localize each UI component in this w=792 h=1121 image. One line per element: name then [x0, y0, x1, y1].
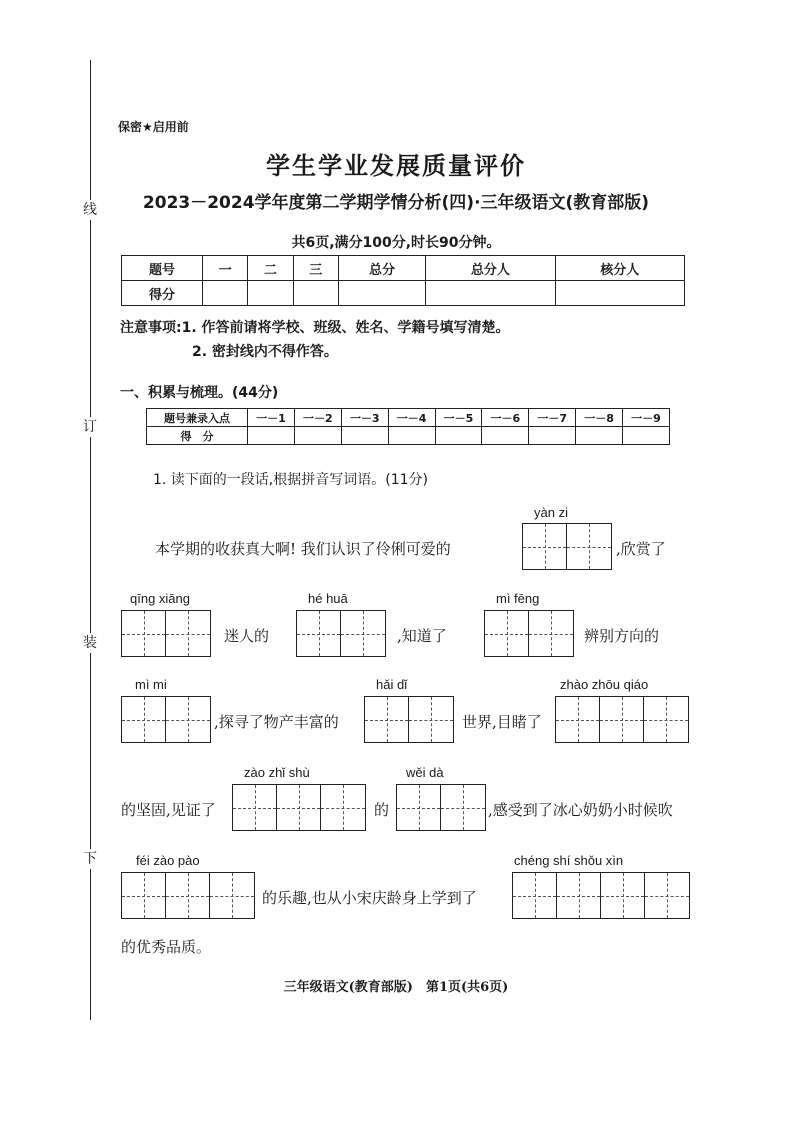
- question-score-cell[interactable]: [529, 427, 576, 445]
- char-grid-weida[interactable]: [396, 784, 486, 831]
- question-score-cell[interactable]: [294, 427, 341, 445]
- passage-text: 辨别方向的: [584, 627, 660, 645]
- binding-label-xia: 下: [80, 849, 100, 869]
- score-header-cell: 题号: [122, 256, 203, 281]
- pinyin-zaozhishu: zào zhǐ shù: [244, 765, 310, 780]
- char-grid-yanzi[interactable]: [522, 523, 612, 570]
- score-header-cell: 二: [248, 256, 293, 281]
- question-score-table: [146, 408, 670, 445]
- passage-text: 本学期的收获真大啊! 我们认识了伶俐可爱的: [155, 540, 451, 558]
- question-header-cell: 题号兼录入点: [147, 409, 248, 427]
- score-header-cell: 核分人: [555, 256, 684, 281]
- passage-text: ,知道了: [397, 627, 447, 645]
- page-footer: 三年级语文(教育部版) 第1页(共6页): [283, 980, 509, 995]
- question-table-score-row: [147, 427, 670, 445]
- char-grid-mimi[interactable]: [121, 696, 211, 743]
- passage-text: 的优秀品质。: [121, 938, 212, 956]
- question-header-cell: 一－5: [435, 409, 482, 427]
- pinyin-zhaozhouqiao: zhào zhōu qiáo: [560, 677, 649, 692]
- passage-text: ,感受到了冰心奶奶小时候吹: [488, 801, 673, 819]
- binding-label-ding: 订: [80, 417, 100, 437]
- score-input-cell[interactable]: [555, 281, 684, 306]
- pinyin-yanzi: yàn zi: [534, 505, 568, 520]
- exam-info: 共6页,满分100分,时长90分钟。: [291, 235, 501, 251]
- question-header-cell: 一－6: [482, 409, 529, 427]
- char-grid-hehua[interactable]: [296, 610, 386, 657]
- score-header-cell: 三: [293, 256, 338, 281]
- question-score-cell[interactable]: [341, 427, 388, 445]
- char-grid-chengshishouxin[interactable]: [512, 872, 690, 919]
- question-table-header-row: [147, 409, 670, 427]
- section-1-heading: 一、积累与梳理。(44分): [120, 385, 279, 401]
- score-header-cell: 一: [203, 256, 248, 281]
- score-input-cell[interactable]: [248, 281, 293, 306]
- question-header-cell: 一－8: [576, 409, 623, 427]
- pinyin-hehua: hé huā: [308, 591, 348, 606]
- pinyin-feizaopao: féi zào pào: [136, 853, 200, 868]
- confidential-mark: 保密★启用前: [118, 120, 189, 134]
- score-input-cell[interactable]: [426, 281, 555, 306]
- char-grid-haidi[interactable]: [364, 696, 454, 743]
- question-row-label: 得 分: [147, 427, 248, 445]
- question-header-cell: 一－9: [623, 409, 670, 427]
- char-grid-feizaopao[interactable]: [121, 872, 255, 919]
- binding-label-xian: 线: [80, 200, 100, 220]
- pinyin-weida: wěi dà: [406, 765, 444, 780]
- passage-text: 世界,目睹了: [462, 713, 542, 731]
- passage-text: 迷人的: [224, 627, 270, 645]
- question-score-cell[interactable]: [435, 427, 482, 445]
- passage-text: ,探寻了物产丰富的: [214, 713, 339, 731]
- passage-text: 的乐趣,也从小宋庆龄身上学到了: [262, 889, 477, 907]
- question-header-cell: 一－4: [388, 409, 435, 427]
- question-header-cell: 一－7: [529, 409, 576, 427]
- char-grid-zaozhishu[interactable]: [232, 784, 366, 831]
- score-input-cell[interactable]: [203, 281, 248, 306]
- page-title: 学生学业发展质量评价: [266, 152, 526, 180]
- char-grid-mifeng[interactable]: [484, 610, 574, 657]
- score-table-header-row: [122, 256, 685, 281]
- score-row-label: 得分: [122, 281, 203, 306]
- char-grid-zhaozhouqiao[interactable]: [555, 696, 689, 743]
- question-score-cell[interactable]: [248, 427, 295, 445]
- pinyin-qingxiang: qīng xiāng: [130, 591, 190, 606]
- question-score-cell[interactable]: [482, 427, 529, 445]
- notes-line-1: 注意事项:1. 作答前请将学校、班级、姓名、学籍号填写清楚。: [120, 320, 510, 336]
- score-input-cell[interactable]: [338, 281, 425, 306]
- question-1-prompt: 1. 读下面的一段话,根据拼音写词语。(11分): [153, 472, 428, 488]
- notes-line-2: 2. 密封线内不得作答。: [192, 344, 338, 360]
- exam-subtitle: 2023－2024学年度第二学期学情分析(四)·三年级语文(教育部版): [142, 193, 650, 213]
- passage-text: 的坚固,见证了: [121, 801, 216, 819]
- passage-text: ,欣赏了: [616, 540, 666, 558]
- score-table-score-row: [122, 281, 685, 306]
- score-table: [121, 255, 685, 306]
- pinyin-haidi: hǎi dǐ: [376, 677, 408, 692]
- question-header-cell: 一－2: [294, 409, 341, 427]
- pinyin-chengshishouxin: chéng shí shǒu xìn: [514, 853, 624, 868]
- score-input-cell[interactable]: [293, 281, 338, 306]
- score-header-cell: 总分: [338, 256, 425, 281]
- pinyin-mimi: mì mi: [135, 677, 167, 692]
- question-score-cell[interactable]: [388, 427, 435, 445]
- question-score-cell[interactable]: [623, 427, 670, 445]
- pinyin-mifeng: mì fēng: [496, 591, 540, 606]
- char-grid-qingxiang[interactable]: [121, 610, 211, 657]
- question-header-cell: 一－3: [341, 409, 388, 427]
- binding-label-zhuang: 装: [80, 633, 100, 653]
- passage-text: 的: [374, 801, 390, 819]
- question-header-cell: 一－1: [248, 409, 295, 427]
- question-score-cell[interactable]: [576, 427, 623, 445]
- score-header-cell: 总分人: [426, 256, 555, 281]
